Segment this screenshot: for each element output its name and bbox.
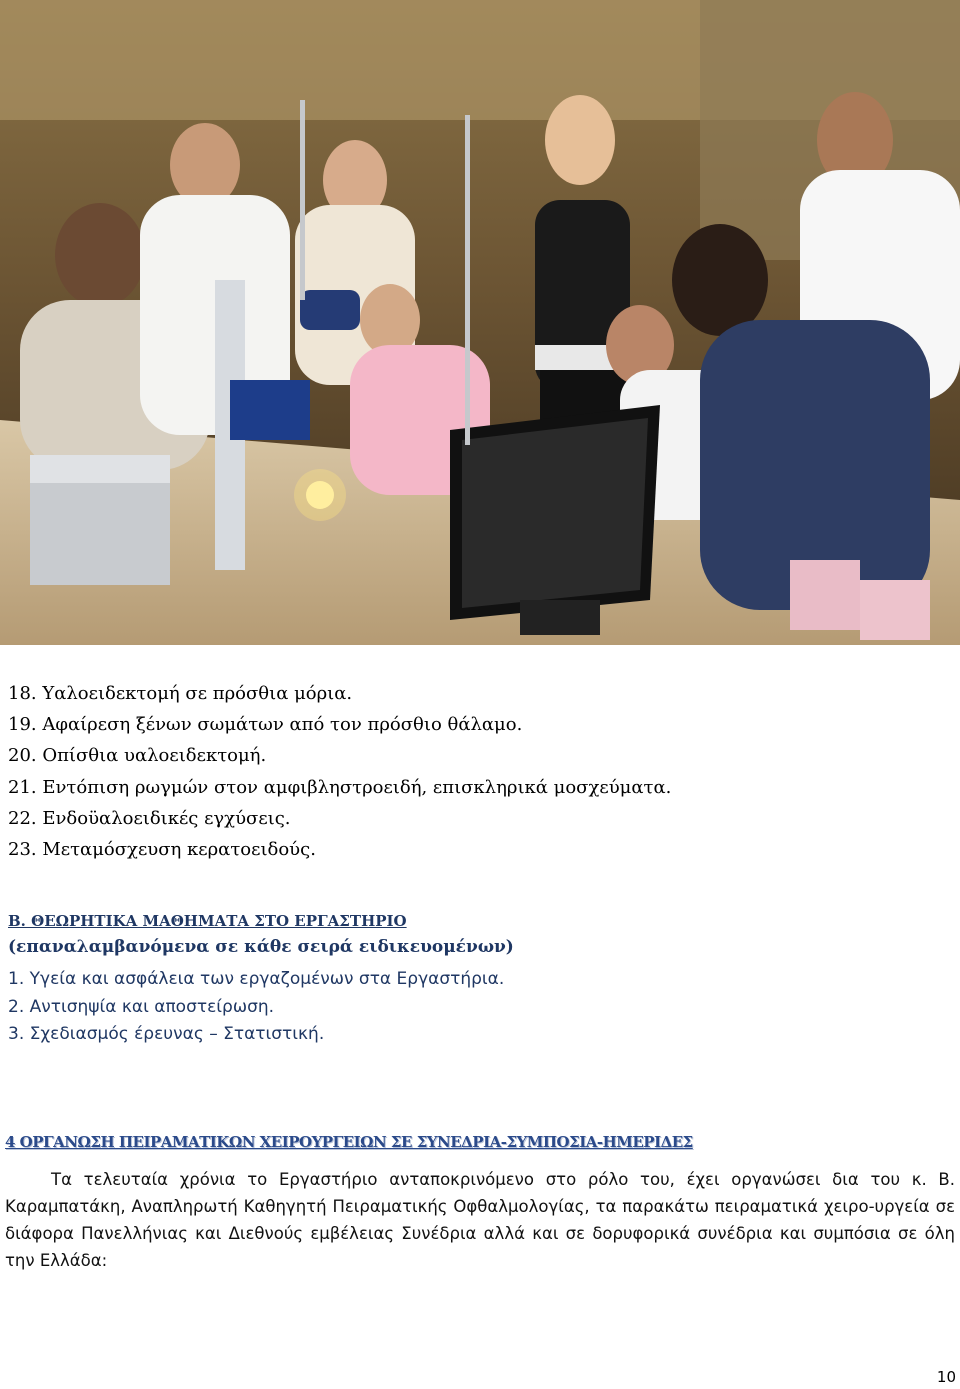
list-item: 22. Ενδοϋαλοειδικές εγχύσεις. [8,807,291,829]
list-item: 20. Οπίσθια υαλοειδεκτομή. [8,745,267,767]
page-number: 10 [936,1368,956,1386]
section-4-heading: 4 ΟΡΓΑΝΩΣΗ ΠΕΙΡΑΜΑΤΙΚΩΝ ΧΕΙΡΟΥΡΓΕΙΩΝ ΣΕ ΣΥΝΕΔΡΙΑ-ΣΥΜΠΟΣΙΑ-ΗΜΕΡΙΔΕΣ [5,1133,693,1151]
section-4-paragraph [5,1166,955,1274]
list-item: 18. Υαλοειδεκτομή σε πρόσθια μόρια. [8,683,353,704]
workshop-photo [0,0,960,645]
list-item: 1. Υγεία και ασφάλεια των εργαζομένων στα Εργαστήρια. [8,969,505,989]
list-item: 21. Εντόπιση ρωγμών στον αμφιβληστροειδή, επισκληρικά μοσχεύματα. [8,776,672,798]
section-b-subheading: (επαναλαμβανόμενα σε κάθε σειρά ειδικευομένων) [8,937,514,957]
list-item: 19. Αφαίρεση ξένων σωμάτων από τον πρόσθιο θάλαμο. [8,714,523,736]
section-b-heading: Β. ΘΕΩΡΗΤΙΚΑ ΜΑΘΗΜΑΤΑ ΣΤΟ ΕΡΓΑΣΤΗΡΙΟ [8,912,407,930]
list-item: 23. Μεταμόσχευση κερατοειδούς. [8,839,316,861]
theory-lessons-list [8,966,504,1049]
list-item: 2. Αντισηψία και αποστείρωση. [8,996,275,1017]
workshop-photo-image [0,0,960,645]
list-item: 3. Σχεδιασμός έρευνας – Στατιστική. [8,1024,325,1044]
procedure-list [8,678,671,865]
paragraph-text: Τα τελευταία χρόνια το Εργαστήριο ανταποκρινόμενο στο ρόλο του, έχει οργανώσει δια του κ. Β. Καραμπατάκη, Αναπληρωτή Καθηγητή Πειραματικής Οφθαλμολογίας, τα παρακάτω πειραματικά χειρο-υργεία σε διάφορα Πανελλήνιας και Διεθνούς εμβέλειας Συνέδρια αλλά και σε δορυφορικά συνέδρια και συμπόσια σε όλη την Ελλάδα: [5,1170,955,1270]
